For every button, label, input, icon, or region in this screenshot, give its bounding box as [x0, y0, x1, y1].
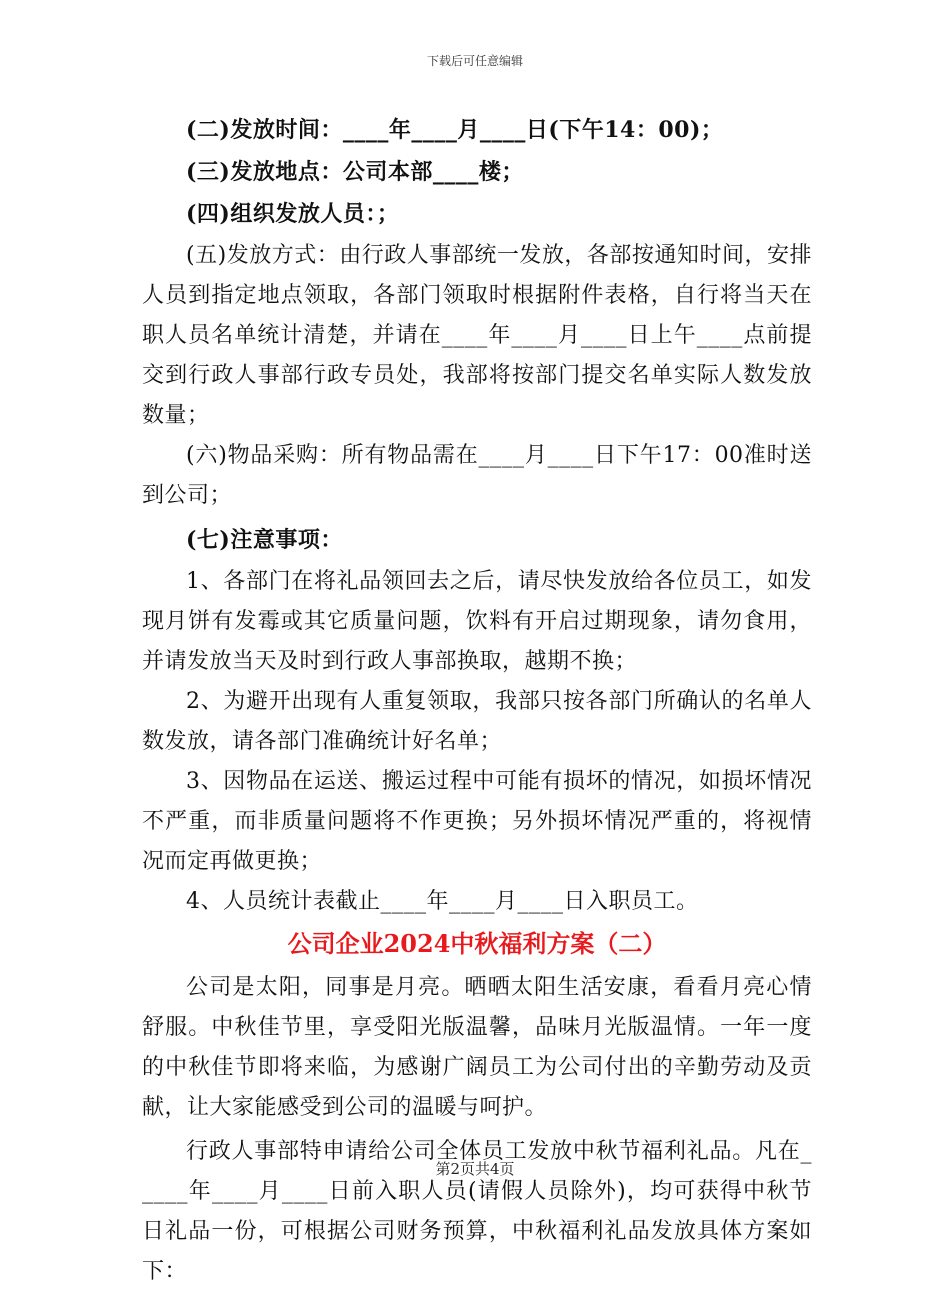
- distribution-time: (二)发放时间：____年____月____日(下午14：00)；: [186, 117, 724, 143]
- distribution-method: (五)发放方式：由行政人事部统一发放，各部按通知时间，安排人员到指定地点领取，各部门领取时根据附件表格，自行将当天在职人员名单统计清楚，并请在____年____月____日上午____点前提交到行政人事部行政专员处，我部将按部门提交名单实际人数发放数量；: [142, 243, 812, 428]
- goods-procurement: (六)物品采购：所有物品需在____月____日下午17：00准时送到公司；: [142, 443, 812, 508]
- page-header: 下载后可任意编辑: [426, 54, 523, 68]
- section-title: 公司企业2024中秋福利方案（二）: [287, 929, 667, 958]
- notes-heading: (七)注意事项：: [186, 527, 343, 553]
- note-item-4: 4、人员统计表截止____年____月____日入职员工。: [186, 889, 699, 914]
- intro-paragraph: 公司是太阳，同事是月亮。晒晒太阳生活安康，看看月亮心情舒服。中秋佳节里，享受阳光版温馨，品味月光版温情。一年一度的中秋佳节即将来临，为感谢广阔员工为公司付出的辛勤劳动及贡献，让大家能感受到公司的温暖与呵护。: [142, 975, 812, 1120]
- note-item-1: 1、各部门在将礼品领回去之后，请尽快发放给各位员工，如发现月饼有发霉或其它质量问题，饮料有开启过期现象，请勿食用，并请发放当天及时到行政人事部换取，越期不换；: [142, 569, 812, 674]
- document-body: [142, 108, 812, 1292]
- distribution-location: (三)发放地点：公司本部____楼；: [186, 159, 524, 185]
- distribution-staff: (四)组织发放人员：；: [186, 201, 400, 227]
- application-paragraph: 行政人事部特申请给公司全体员工发放中秋节福利礼品。凡在_____年____月____日前入职人员(请假人员除外)，均可获得中秋节日礼品一份，可根据公司财务预算，中秋福利礼品发放具体方案如下：: [142, 1139, 812, 1284]
- note-item-3: 3、因物品在运送、搬运过程中可能有损坏的情况，如损坏情况不严重，而非质量问题将不作更换；另外损坏情况严重的，将视情况而定再做更换；: [142, 769, 812, 874]
- note-item-2: 2、为避开出现有人重复领取，我部只按各部门所确认的名单人数发放，请各部门准确统计好名单；: [142, 689, 812, 754]
- page-footer: 第2页共4页: [435, 1160, 515, 1178]
